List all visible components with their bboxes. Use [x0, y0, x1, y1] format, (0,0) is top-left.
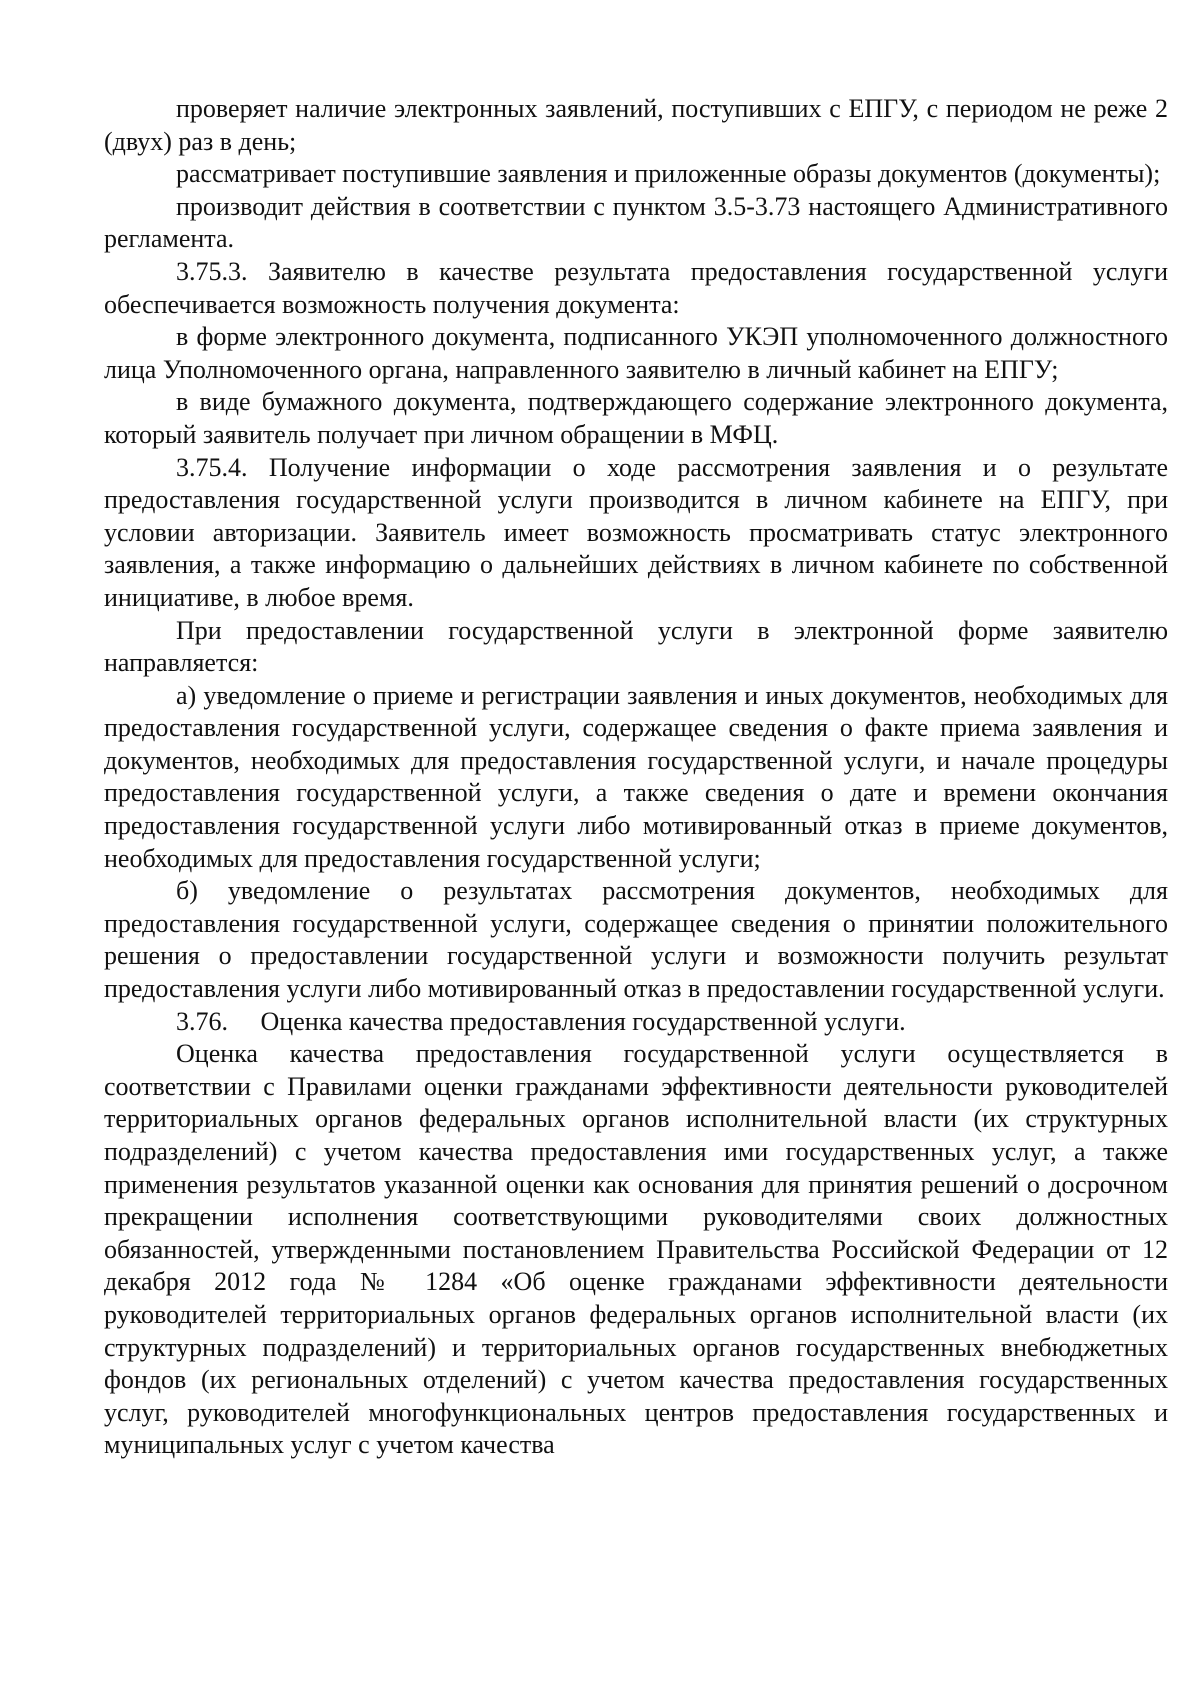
- paragraph-check-applications: проверяет наличие электронных заявлений, поступивших с ЕПГУ, с периодом не реже 2 (двух) раз в день;: [104, 94, 1168, 156]
- paragraph-electronic-form-notice: При предоставлении государственной услуги в электронной форме заявителю направляется:: [104, 615, 1168, 678]
- paragraph-perform-actions: производит действия в соответствии с пунктом 3.5-3.73 настоящего Административного регламента.: [104, 191, 1168, 254]
- paragraph-3-75-4: 3.75.4. Получение информации о ходе рассмотрения заявления и о результате предоставления государственной услуги производится в личном кабинете на ЕПГУ, при условии авторизации. Заявитель имеет возможность просматривать статус электронного заявления, а также информацию о дальнейших действиях в личном кабинете по собственной инициативе, в любое время.: [104, 452, 1168, 612]
- paragraph-item-a: а) уведомление о приеме и регистрации заявления и иных документов, необходимых для предоставления государственной услуги, содержащее сведения о факте приема заявления и документов, необходимых для предоставления государственной услуги, и начале процедуры предоставления государственной услуги, а также сведения о дате и времени окончания предоставления государственной услуги либо мотивированный отказ в приеме документов, необходимых для предоставления государственной услуги;: [104, 680, 1168, 873]
- paragraph-electronic-document: в форме электронного документа, подписанного УКЭП уполномоченного должностного лица Уполномоченного органа, направленного заявителю в личный кабинет на ЕПГУ;: [104, 322, 1168, 384]
- paragraph-3-75-3: 3.75.3. Заявителю в качестве результата предоставления государственной услуги обеспечивается возможность получения документа:: [104, 256, 1168, 319]
- document-page: [104, 93, 1168, 1462]
- paragraph-paper-document: в виде бумажного документа, подтверждающего содержание электронного документа, который заявитель получает при личном обращении в МФЦ.: [104, 387, 1168, 449]
- paragraph-item-b: б) уведомление о результатах рассмотрения документов, необходимых для предоставления государственной услуги, содержащее сведения о принятии положительного решения о предоставлении государственной услуги и возможности получить результат предоставления услуги либо мотивированный отказ в предоставлении государственной услуги.: [104, 876, 1168, 1004]
- paragraph-review-applications: рассматривает поступившие заявления и приложенные образы документов (документы);: [176, 159, 1161, 189]
- paragraph-quality-assessment: Оценка качества предоставления государственной услуги осуществляется в соответствии с Правилами оценки гражданами эффективности деятельности руководителей территориальных органов федеральных органов исполнительной власти (их структурных подразделений) с учетом качества предоставления ими государственных услуг, а также применения результатов указанной оценки как основания для принятия решений о досрочном прекращении исполнения соответствующими руководителями своих должностных обязанностей, утвержденными постановлением Правительства Российской Федерации от 12 декабря 2012 года № 1284 «Об оценке гражданами эффективности деятельности руководителей территориальных органов федеральных органов исполнительной власти (их структурных подразделений) и территориальных органов государственных внебюджетных фондов (их региональных отделений) с учетом качества предоставления государственных услуг, руководителей многофункциональных центров предоставления государственных и муниципальных услуг с учетом качества: [104, 1039, 1168, 1460]
- section-heading-3-76: 3.76. Оценка качества предоставления государственной услуги.: [176, 1006, 906, 1036]
